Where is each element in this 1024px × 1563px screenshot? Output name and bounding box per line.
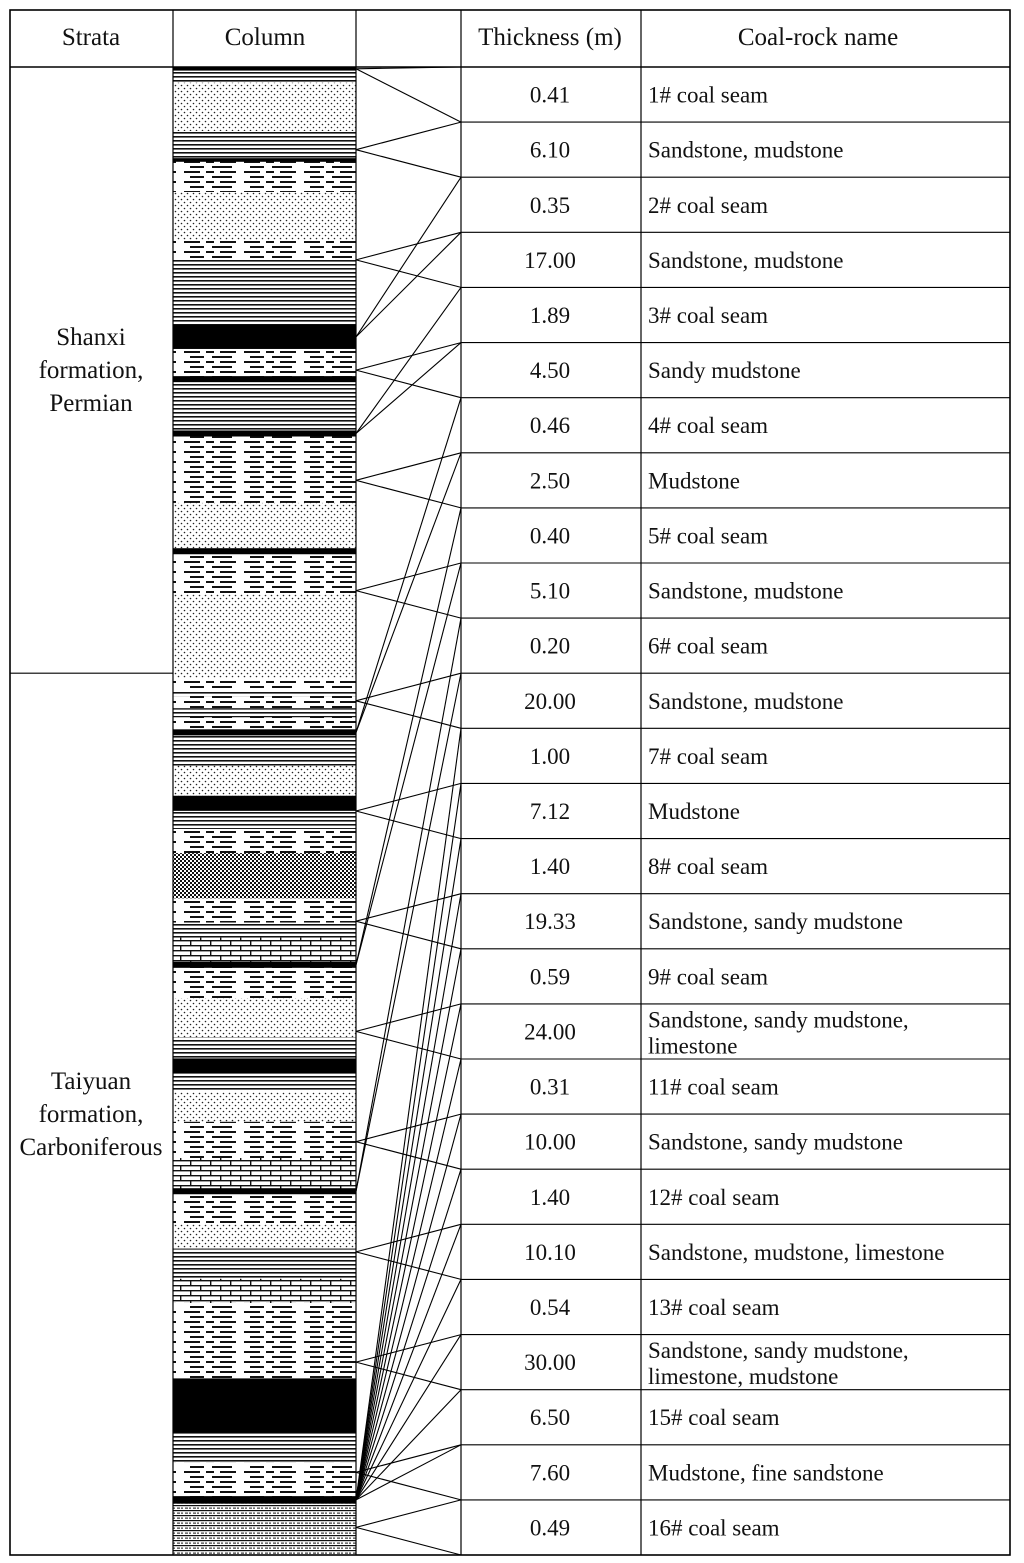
coal-rock-name-cell: 4# coal seam <box>648 413 769 439</box>
table-rows <box>524 83 944 1541</box>
strata-label-line: Shanxi <box>56 324 126 352</box>
leader-line-top <box>356 122 461 150</box>
leader-line-bottom <box>356 150 461 178</box>
leader-line-bottom <box>356 1472 461 1500</box>
thickness-cell: 7.60 <box>529 1460 571 1486</box>
column-layer-dots <box>173 1224 356 1248</box>
column-layer-checker <box>173 853 356 899</box>
thickness-cell: 1.40 <box>529 854 571 880</box>
column-layer-brick <box>173 1279 356 1303</box>
header-strata: Strata <box>61 24 121 51</box>
leader-line-top <box>356 673 461 701</box>
coal-rock-name-cell: 1# coal seam <box>648 82 769 108</box>
column-layer-hlines <box>173 258 356 325</box>
header-column: Column <box>224 24 306 51</box>
column-layer-hlines <box>173 735 356 765</box>
coal-rock-name-cell: 13# coal seam <box>648 1295 780 1320</box>
leader-line-top <box>356 1059 461 1500</box>
column-layer-hlines <box>173 1249 356 1279</box>
column-layer-brick <box>173 938 356 962</box>
thickness-cell: 6.50 <box>529 1405 571 1431</box>
thickness-cell: 0.49 <box>529 1515 571 1541</box>
strata-labels <box>19 324 162 1161</box>
leader-line-top <box>356 1169 461 1500</box>
column-layer-dash <box>173 1463 356 1497</box>
coal-rock-name-cell: Mudstone <box>648 799 740 824</box>
thickness-cell: 10.00 <box>524 1129 576 1155</box>
table-border <box>10 10 1010 1555</box>
thickness-cell: 0.41 <box>529 82 571 108</box>
column-layer-dots <box>173 766 356 796</box>
leader-line-bottom <box>356 591 461 619</box>
coal-rock-name-cell: Sandstone, sandy mudstone <box>648 909 903 935</box>
coal-rock-name-cell: 2# coal seam <box>648 192 769 218</box>
coal-rock-name-cell: Sandstone, sandy mudstone, <box>648 1007 909 1033</box>
coal-rock-name-cell: Sandy mudstone <box>648 358 801 384</box>
coal-rock-name-cell: 16# coal seam <box>648 1515 780 1541</box>
thickness-cell: 0.40 <box>529 523 571 549</box>
thickness-cell: 10.10 <box>524 1239 576 1265</box>
thickness-cell: 17.00 <box>524 247 576 273</box>
coal-rock-name-cell: 7# coal seam <box>648 743 769 769</box>
coal-rock-name-cell: 11# coal seam <box>648 1074 779 1100</box>
column-layer-hlines <box>173 690 356 696</box>
column-layer-coal <box>173 796 356 811</box>
column-layer-coal <box>173 1496 356 1504</box>
leader-lines <box>356 67 461 1555</box>
column-layer-dash <box>173 1303 356 1379</box>
column-layer-dash <box>173 678 356 690</box>
table-grid <box>10 10 1010 1555</box>
coal-rock-name-cell: Sandstone, mudstone, limestone <box>648 1239 945 1265</box>
column-layer-coal <box>173 962 356 968</box>
column-layer-dots <box>173 192 356 241</box>
column-layer-dash <box>173 696 356 708</box>
leader-line-top <box>356 1335 461 1363</box>
leader-line-bottom <box>356 232 461 337</box>
column-layer-coal <box>173 1058 356 1073</box>
thickness-cell: 19.33 <box>524 909 576 935</box>
lithology-column <box>173 67 356 1555</box>
coal-rock-name-cell: 6# coal seam <box>648 633 769 659</box>
leader-line-top <box>356 1114 461 1142</box>
column-layer-dots <box>173 1092 356 1122</box>
header-coal-rock-name: Coal-rock name <box>737 24 899 51</box>
thickness-cell: 30.00 <box>524 1350 576 1376</box>
coal-rock-name-cell: Sandstone, sandy mudstone <box>648 1129 903 1155</box>
leader-line-bottom <box>356 1445 461 1500</box>
leader-line-bottom <box>356 783 461 1500</box>
leader-line-bottom <box>356 1527 461 1555</box>
column-layer-dash <box>173 437 356 504</box>
leader-line-top <box>356 1500 461 1528</box>
column-layer-brick <box>173 1158 356 1188</box>
column-layer-coal <box>173 376 356 382</box>
column-layer-dots <box>173 593 356 678</box>
column-layer-dash <box>173 829 356 853</box>
column-layer-dots <box>173 83 356 132</box>
thickness-cell: 1.00 <box>529 743 571 769</box>
thickness-cell: 0.20 <box>529 633 571 659</box>
coal-rock-name-cell: limestone, mudstone <box>648 1364 839 1390</box>
leader-line-top <box>356 783 461 811</box>
strata-label-line: Permian <box>49 390 133 418</box>
column-layer-coal <box>173 1188 356 1194</box>
thickness-cell: 0.46 <box>529 413 571 439</box>
coal-rock-name-cell: 15# coal seam <box>648 1405 780 1431</box>
header-thickness: Thickness (m) <box>478 24 622 51</box>
column-layer-dash <box>173 162 356 192</box>
leader-line-bottom <box>356 1004 461 1500</box>
thickness-cell: 0.35 <box>529 192 571 218</box>
coal-rock-name-cell: Sandstone, mudstone <box>648 578 844 604</box>
column-layer-hlines <box>173 811 356 829</box>
leader-line-top <box>356 839 461 1500</box>
coal-rock-name-cell: 9# coal seam <box>648 964 769 990</box>
leader-line-top <box>356 1004 461 1032</box>
column-layer-hlines <box>173 131 356 158</box>
leader-line-bottom <box>356 811 461 839</box>
leader-line-top <box>356 177 461 337</box>
leader-line-bottom <box>356 69 461 122</box>
column-layer-hlines <box>173 71 356 83</box>
column-layer-dash <box>173 240 356 258</box>
column-layer-dash <box>173 898 356 922</box>
column-layer-dash <box>173 554 356 594</box>
coal-rock-name-cell: Mudstone, fine sandstone <box>648 1460 884 1486</box>
thickness-cell: 0.54 <box>529 1295 571 1320</box>
coal-rock-name-cell: 3# coal seam <box>648 303 769 328</box>
leader-line-top <box>356 232 461 260</box>
thickness-cell: 7.12 <box>529 799 571 824</box>
column-layer-coal <box>173 158 356 162</box>
coal-rock-name-cell: Sandstone, sandy mudstone, <box>648 1338 909 1364</box>
column-layer-dash <box>173 1194 356 1224</box>
strata-label-line: formation, <box>38 357 144 385</box>
strata-label-line: Carboniferous <box>19 1134 163 1162</box>
thickness-cell: 1.40 <box>529 1184 571 1210</box>
column-layer-dash <box>173 1122 356 1159</box>
thickness-cell: 2.50 <box>529 468 571 494</box>
thickness-cell: 0.31 <box>529 1074 571 1100</box>
column-layer-coal <box>173 548 356 554</box>
column-layer-hlines <box>173 382 356 431</box>
leader-line-bottom <box>356 1142 461 1170</box>
strata-label-line: Taiyuan <box>50 1068 132 1096</box>
thickness-cell: 24.00 <box>524 1019 576 1045</box>
coal-rock-name-cell: Sandstone, mudstone <box>648 247 844 273</box>
column-layer-hlines <box>173 923 356 938</box>
leader-line-top <box>356 453 461 481</box>
leader-line-top <box>356 398 461 733</box>
coal-rock-name-cell: Mudstone <box>648 468 740 494</box>
leader-line-bottom <box>356 370 461 398</box>
column-layer-hlines <box>173 1037 356 1058</box>
column-layer-dots <box>173 503 356 549</box>
thickness-cell: 0.59 <box>529 964 571 990</box>
column-layer-hlines <box>173 1073 356 1091</box>
coal-rock-name-cell: 5# coal seam <box>648 523 769 549</box>
column-layer-dash <box>173 349 356 376</box>
leader-line-bottom <box>356 1031 461 1059</box>
leader-line-bottom <box>356 260 461 288</box>
table-header <box>62 24 898 51</box>
thickness-cell: 20.00 <box>524 688 576 714</box>
coal-rock-name-cell: Sandstone, mudstone <box>648 688 844 714</box>
strata-label-line: formation, <box>38 1101 144 1129</box>
leader-line-bottom <box>356 894 461 1500</box>
coal-rock-name-cell: limestone <box>648 1033 738 1059</box>
thickness-cell: 1.89 <box>529 303 571 328</box>
leader-line-top <box>356 287 461 433</box>
column-layer-dash <box>173 968 356 998</box>
coal-rock-name-cell: 8# coal seam <box>648 854 769 880</box>
column-layer-hlines <box>173 708 356 717</box>
column-layer-coal <box>173 729 356 735</box>
leader-line-bottom <box>356 453 461 733</box>
column-layer-coal <box>173 1378 356 1433</box>
column-layer-coal <box>173 325 356 349</box>
coal-rock-name-cell: 12# coal seam <box>648 1184 780 1210</box>
thickness-cell: 5.10 <box>529 578 571 604</box>
column-layer-coal <box>173 430 356 436</box>
coal-rock-name-cell: Sandstone, mudstone <box>648 137 844 163</box>
thickness-cell: 6.10 <box>529 137 571 163</box>
column-layer-hlines <box>173 1433 356 1463</box>
column-layer-fine <box>173 1504 356 1556</box>
column-layer-dots <box>173 998 356 1038</box>
column-layer-dash <box>173 717 356 729</box>
thickness-cell: 4.50 <box>529 358 571 384</box>
leader-line-top <box>356 1224 461 1252</box>
